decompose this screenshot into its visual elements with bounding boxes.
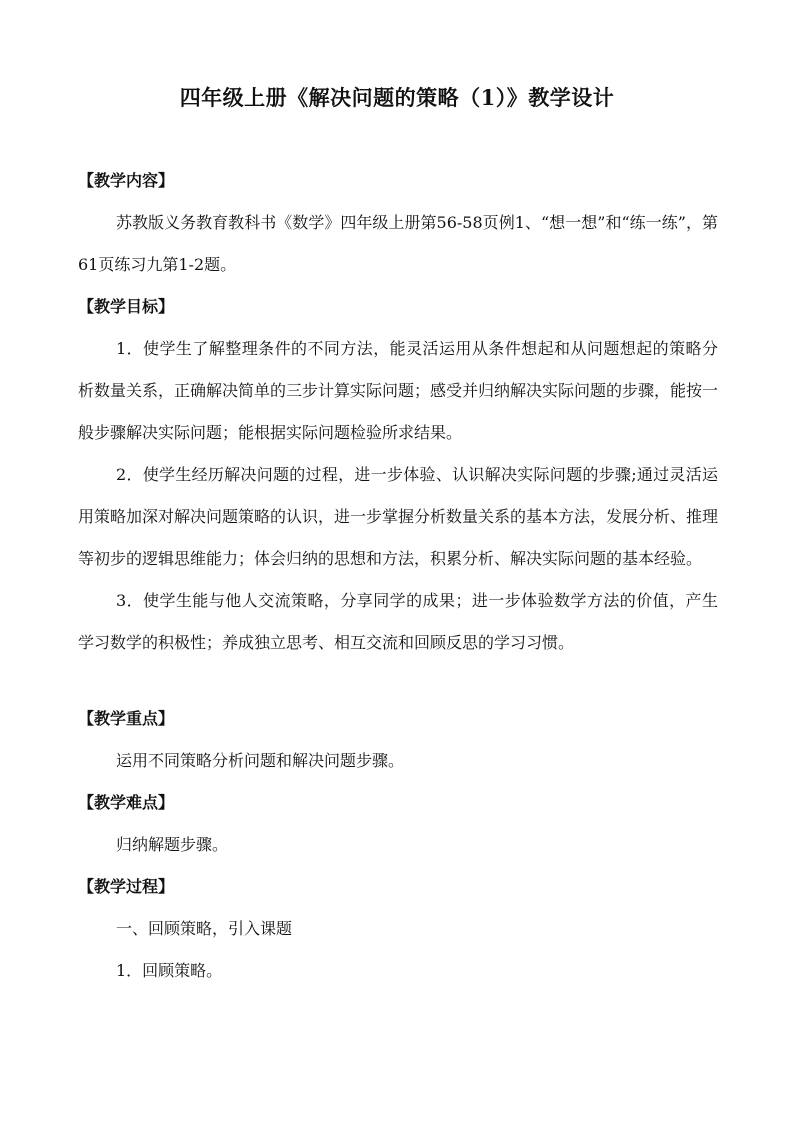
section-process [78, 866, 718, 992]
section-heading-key-points: 【教学重点】 [78, 709, 175, 728]
section-heading-goals: 【教学目标】 [78, 297, 175, 316]
section-heading-process: 【教学过程】 [78, 877, 175, 896]
process-line-1: 一、回顾策略，引入课题 [116, 919, 293, 938]
section-heading-content: 【教学内容】 [78, 171, 175, 190]
process-line-2: 1．回顾策略。 [116, 961, 223, 980]
document-title: 四年级上册《解决问题的策略（1）》教学设计 [179, 85, 615, 110]
section-difficulties [78, 782, 718, 866]
goal-item-1: 1．使学生了解整理条件的不同方法，能灵活运用从条件想起和从问题想起的策略分析数量关系，正确解决简单的三步计算实际问题；感受并归纳解决实际问题的步骤，能按一般步骤解决实际问题；能根据实际问题检验所求结果。 [78, 339, 719, 442]
goal-item-2: 2．使学生经历解决问题的过程，进一步体验、认识解决实际问题的步骤;通过灵活运用策略加深对解决问题策略的认识，进一步掌握分析数量关系的基本方法，发展分析、推理等初步的逻辑思维能力；体会归纳的思想和方法，积累分析、解决实际问题的基本经验。 [78, 465, 719, 568]
goal-item-3: 3．使学生能与他人交流策略，分享同学的成果；进一步体验数学方法的价值，产生学习数学的积极性；养成独立思考、相互交流和回顾反思的学习习惯。 [78, 591, 718, 652]
key-points-text: 运用不同策略分析问题和解决问题步骤。 [116, 751, 405, 770]
section-key-points [78, 698, 718, 782]
section-heading-difficulties: 【教学难点】 [78, 793, 175, 812]
content-text: 苏教版义务教育教科书《数学》四年级上册第56-58页例1、“想一想”和“练一练”，第61页练习九第1-2题。 [78, 213, 718, 274]
section-goals [78, 286, 718, 664]
section-content [78, 160, 718, 286]
difficulties-text: 归纳解题步骤。 [116, 835, 229, 854]
